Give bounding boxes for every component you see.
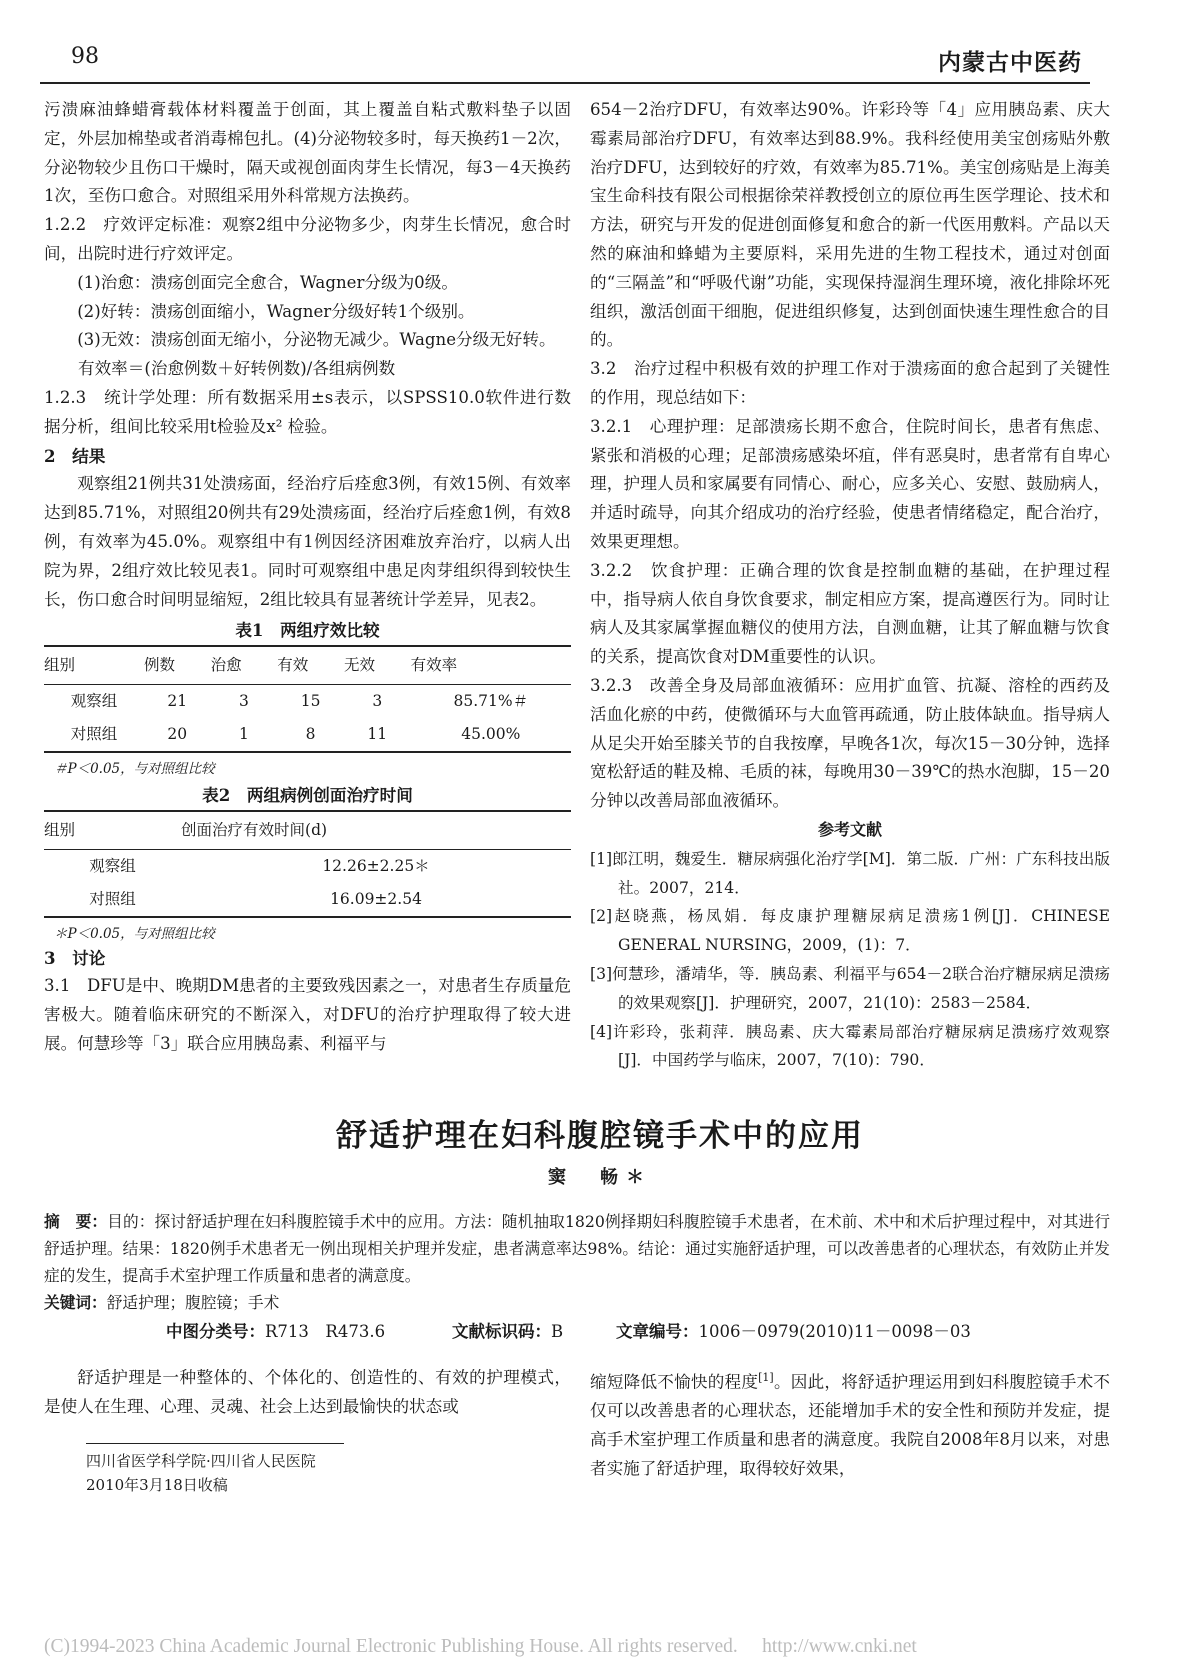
table-cell: 45.00% <box>411 718 571 752</box>
section-heading: 2 结果 <box>44 445 106 466</box>
table-header: 有效率 <box>411 646 571 684</box>
table-cell: 20 <box>144 718 211 752</box>
paragraph: (2)好转：溃疡创面缩小，Wagner分级好转1个级别。 <box>77 301 475 321</box>
paragraph: 1.2.2 疗效评定标准：观察2组中分泌物多少，肉芽生长情况，愈合时间，出院时进行疗效评定。 <box>44 215 571 263</box>
table-cell: 16.09±2.54 <box>181 883 571 917</box>
table-row <box>44 684 571 718</box>
paragraph: 3.1 DFU是中、晚期DM患者的主要致残因素之一，对患者生存质量危害极大。随着临床研究的不断深入，对DFU的治疗护理取得了较大进展。何慧珍等「3」联合应用胰岛素、利福平与 <box>44 976 571 1053</box>
abstract <box>44 1208 1110 1289</box>
table-2 <box>44 810 571 918</box>
keywords <box>44 1289 1110 1316</box>
reference-item: [3]何慧珍，潘靖华，等．胰岛素、利福平与654－2联合治疗糖尿病足溃疡的效果观察[J]．护理研究，2007，21(10)：2583－2584． <box>590 964 1110 1012</box>
table-header: 有效 <box>277 646 344 684</box>
table-cell: 85.71%＃ <box>453 692 529 711</box>
abstract-block <box>44 1208 1110 1316</box>
table-row <box>44 849 571 883</box>
paragraph: 3.2.1 心理护理：足部溃疡长期不愈合，住院时间长，患者有焦虑、紧张和消极的心理；足部溃疡感染坏疽，伴有恶臭时，患者常有自卑心理，护理人员和家属要有同情心、耐心，应多关心、安慰、鼓励病人，并适时疏导，向其介绍成功的治疗经验，使患者情绪稳定，配合治疗，效果更理想。 <box>590 416 1110 551</box>
table-cell: 观察组 <box>70 692 118 711</box>
table-cell: 8 <box>277 718 344 752</box>
paragraph: 3.2.3 改善全身及局部血液循环：应用扩血管、抗凝、溶栓的西药及活血化瘀的中药，使微循环与大血管再疏通，防止肢体缺血。指导病人从足尖开始至膝关节的自我按摩，早晚各1次，每次15－30分钟，选择宽松舒适的鞋及棉、毛质的袜，每晚用30－39℃的热水泡脚，15－20分钟以改善局部血液循环。 <box>590 675 1110 811</box>
paragraph: (3)无效：溃疡创面无缩小，分泌物无减少。Wagne分级无好转。 <box>77 330 556 350</box>
reference-item: [1]郎江明，魏爱生．糖尿病强化治疗学[M]．第二版．广州：广东科技出版社。2007，214． <box>590 849 1110 897</box>
journal-name: 内蒙古中医药 <box>938 49 1082 76</box>
table-cell: 11 <box>344 718 411 752</box>
references-heading: 参考文献 <box>817 819 882 839</box>
table-note: ＊P＜0.05，与对照组比较 <box>54 925 215 942</box>
footnote-rule <box>86 1443 344 1444</box>
table-caption: 表2 两组病例创面治疗时间 <box>202 784 413 805</box>
table-cell: 15 <box>300 692 321 711</box>
table-header: 组别 <box>44 811 181 849</box>
table-cell: 对照组 <box>44 718 144 752</box>
paragraph: 观察组21例共31处溃疡面，经治疗后痊愈3例，有效15例、有效率达到85.71%，对照组20例共有29处溃疡面，经治疗后痊愈1例，有效8例，有效率为45.0%。观察组中有1例因经济困难放弃治疗，以病人出院为界，2组疗效比较见表1。同时可观察组中患足肉芽组织得到较快生长，伤口愈合时间明显缩短，2组比较具有显著统计学差异，见表2。 <box>44 474 571 609</box>
paragraph: 污溃麻油蜂蜡膏载体材料覆盖于创面，其上覆盖自粘式敷料垫子以固定，外层加棉垫或者消毒棉包扎。(4)分泌物较多时，每天换药1－2次，分泌物较少且伤口干燥时，隔天或视创面肉芽生长情况，每3－4天换药1次，至伤口愈合。对照组采用外科常规方法换药。 <box>44 100 571 206</box>
left-column <box>44 96 571 1059</box>
table-cell: 21 <box>167 692 188 711</box>
table-cell: 1 <box>211 718 278 752</box>
table-cell: 3 <box>239 692 249 711</box>
table-cell: 观察组 <box>89 856 136 875</box>
article-title: 舒适护理在妇科腹腔镜手术中的应用 <box>336 1118 864 1154</box>
formula: 有效率＝(治愈例数＋好转例数)/各组病例数 <box>78 359 396 379</box>
table-cell: 对照组 <box>44 883 181 917</box>
table-cell: 3 <box>372 692 383 711</box>
keywords-label: 关键词： <box>44 1293 107 1312</box>
table-header: 治愈 <box>211 646 278 684</box>
copyright-footer: (C)1994-2023 China Academic Journal Electronic Publishing House. All rights reserved. http://www.cnki.net <box>44 1636 917 1657</box>
section-heading: 3 讨论 <box>44 947 106 968</box>
citation: [1] <box>758 1371 774 1384</box>
keywords-text: 舒适护理；腹腔镜；手术 <box>106 1293 280 1312</box>
table-header: 无效 <box>344 646 411 684</box>
table-header: 创面治疗有效时间(d) <box>181 811 571 849</box>
table-cell: 12.26±2.25＊ <box>322 856 430 875</box>
footnote-affiliation: 四川省医学科学院·四川省人民医院 <box>86 1452 316 1470</box>
clc-number: 中图分类号：R713 R473.6 <box>166 1322 386 1341</box>
article-author: 窦 畅＊ <box>548 1167 652 1188</box>
table-1 <box>44 645 571 753</box>
table-row <box>44 718 571 752</box>
table-caption: 表1 两组疗效比较 <box>235 620 380 641</box>
paragraph: (1)治愈：溃疡创面完全愈合，Wagner分级为0级。 <box>77 272 458 292</box>
abstract-label: 摘 要： <box>44 1212 108 1231</box>
paragraph: 654－2治疗DFU，有效率达90%。许彩玲等「4」应用胰岛素、庆大霉素局部治疗DFU，有效率达到88.9%。我科经使用美宝创疡贴外敷治疗DFU，达到较好的疗效，有效率为85.71%。美宝创疡贴是上海美宝生命科技有限公司根据徐荣祥教授创立的原位再生医学理论、技术和方法，研究与开发的促进创面修复和愈合的新一代医用敷料。产品以天然的麻油和蜂蜡为主要原料，采用先进的生物工程技术，通过对创面的“三隔盖”和“呼吸代谢”功能，实现保持湿润生理环境，液化排除坏死组织，激活创面干细胞，促进组织修复，达到创面快速生理性愈合的目的。 <box>590 100 1110 350</box>
header-rule <box>40 82 1090 84</box>
right-column <box>590 96 1110 1075</box>
paragraph: 1.2.3 统计学处理：所有数据采用±s表示，以SPSS10.0软件进行数据分析，组间比较采用t检验及x² 检验。 <box>44 387 571 436</box>
abstract-text: 目的：探讨舒适护理在妇科腹腔镜手术中的应用。方法：随机抽取1820例择期妇科腹腔镜手术患者，在术前、术中和术后护理过程中，对其进行舒适护理。结果：1820例手术患者无一例出现相关护理并发症，患者满意率达98%。结论：通过实施舒适护理，可以改善患者的心理状态，有效防止并发症的发生，提高手术室护理工作质量和患者的满意度。 <box>44 1212 1111 1285</box>
table-note: ＃P＜0.05，与对照组比较 <box>54 760 215 777</box>
table-row <box>44 883 571 917</box>
table-header: 组别 <box>44 646 144 684</box>
reference-item: [4]许彩玲，张莉萍．胰岛素、庆大霉素局部治疗糖尿病足溃疡疗效观察[J]．中国药学与临床，2007，7(10)：790． <box>590 1022 1110 1070</box>
page-number: 98 <box>71 44 99 69</box>
paragraph: 3.2.2 饮食护理：正确合理的饮食是控制血糖的基础，在护理过程中，指导病人依自身饮食要求，制定相应方案，提高遵医行为。同时让病人及其家属掌握血糖仪的使用方法，自测血糖，让其了解血糖与饮食的关系，提高饮食对DM重要性的认识。 <box>590 560 1110 667</box>
document-code: 文献标识码：B <box>452 1322 564 1341</box>
paragraph: 3.2 治疗过程中积极有效的护理工作对于溃疡面的愈合起到了关键性的作用，现总结如下： <box>590 359 1110 407</box>
article-body-right: 缩短降低不愉快的程度[1]。因此，将舒适护理运用到妇科腹腔镜手术不仅可以改善患者的心理状态，还能增加手术的安全性和预防并发症，提高手术室护理工作质量和患者的满意度。我院自2008年8月以来，对患者实施了舒适护理，取得较好效果， <box>590 1371 1111 1478</box>
article-body-left: 舒适护理是一种整体的、个体化的、创造性的、有效的护理模式，是使人在生理、心理、灵魂、社会上达到最愉快的状态或 <box>44 1368 571 1416</box>
footnote-received: 2010年3月18日收稿 <box>86 1476 228 1494</box>
article-number: 文章编号：1006－0979(2010)11－0098－03 <box>616 1322 971 1341</box>
reference-item: [2]赵晓燕，杨凤娟．每皮康护理糖尿病足溃疡1例[J]．CHINESE GENERAL NURSING，2009，(1)：7． <box>590 907 1110 955</box>
table-header: 例数 <box>144 646 211 684</box>
